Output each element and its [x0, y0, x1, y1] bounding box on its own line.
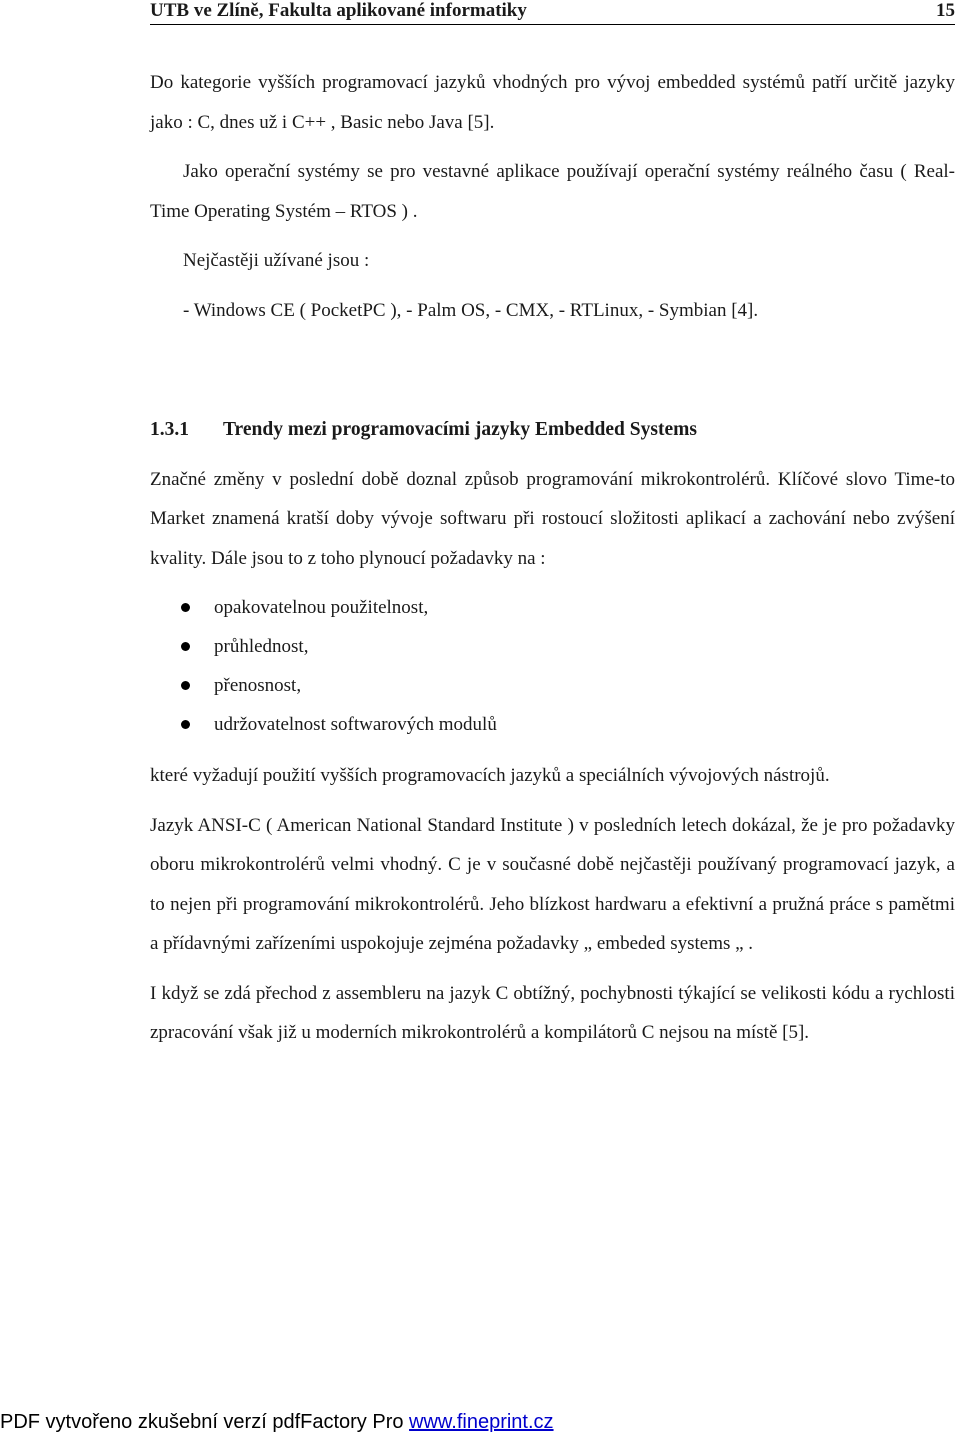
pdf-footer — [0, 1410, 554, 1434]
bullet-icon — [181, 642, 190, 651]
page-content — [150, 63, 955, 1053]
paragraph-assembler: I když se zdá přechod z assembleru na jazyk C obtížný, pochybnosti týkající se velikosti kódu a rychlosti zpracování však již u moderních mikrokontrolérů a kompilátorů C nejsou na místě [5]. — [150, 982, 955, 1043]
requirements-list — [150, 588, 955, 744]
paragraph-most-used: Nejčastěji užívané jsou : — [183, 250, 370, 271]
footer-text: PDF vytvořeno zkušební verzí pdfFactory Pro — [0, 1411, 410, 1433]
list-item: opakovatelnou použitelnost, — [150, 588, 955, 627]
header-title: UTB ve Zlíně, Fakulta aplikované informatiky — [150, 0, 527, 21]
page-header — [150, 0, 955, 25]
bullet-icon — [181, 720, 190, 729]
list-item: přenosnost, — [150, 666, 955, 705]
list-item: udržovatelnost softwarových modulů — [150, 705, 955, 744]
paragraph-ansi-c: Jazyk ANSI-C ( American National Standard Institute ) v posledních letech dokázal, že je pro požadavky oboru mikrokontrolérů velmi vhodný. C je v současné době nejčastěji používaný programovací jazyk, a to nejen při programování mikrokontrolérů. Jeho blízkost hardwaru a efektivní a pružná práce s pamětmi a přídavnými zařízeními uspokojuje zejména požadavky „ embeded systems „ . — [150, 814, 955, 954]
paragraph-languages: Do kategorie vyšších programovací jazyků vhodných pro vývoj embedded systémů patří určitě jazyky jako : C, dnes už i C++ , Basic nebo Java [5]. — [150, 72, 955, 133]
page-number: 15 — [936, 0, 955, 21]
paragraph-trends: Značné změny v poslední době doznal způsob programování mikrokontrolérů. Klíčové slovo Time-to Market znamená kratší doby vývoje softwaru při rostoucí složitosti aplikací a zachování nebo zvýšení kvality. Dále jsou to z toho plynoucí požadavky na : — [150, 468, 955, 569]
footer-link[interactable]: www.fineprint.cz — [409, 1411, 554, 1433]
paragraph-rtos: Jako operační systémy se pro vestavné aplikace používají operační systémy reálného času ( Real-Time Operating Systém – RTOS ) . — [150, 161, 955, 222]
section-number: 1.3.1 — [150, 419, 189, 440]
section-heading — [150, 410, 955, 450]
list-item: průhlednost, — [150, 627, 955, 666]
paragraph-higher-languages: které vyžadují použití vyšších programovacích jazyků a speciálních vývojových nástrojů. — [150, 765, 830, 786]
section-title: Trendy mezi programovacími jazyky Embedded Systems — [223, 419, 697, 440]
paragraph-os-list: - Windows CE ( PocketPC ), - Palm OS, - CMX, - RTLinux, - Symbian [4]. — [183, 299, 759, 321]
bullet-icon — [181, 603, 190, 612]
bullet-icon — [181, 681, 190, 690]
